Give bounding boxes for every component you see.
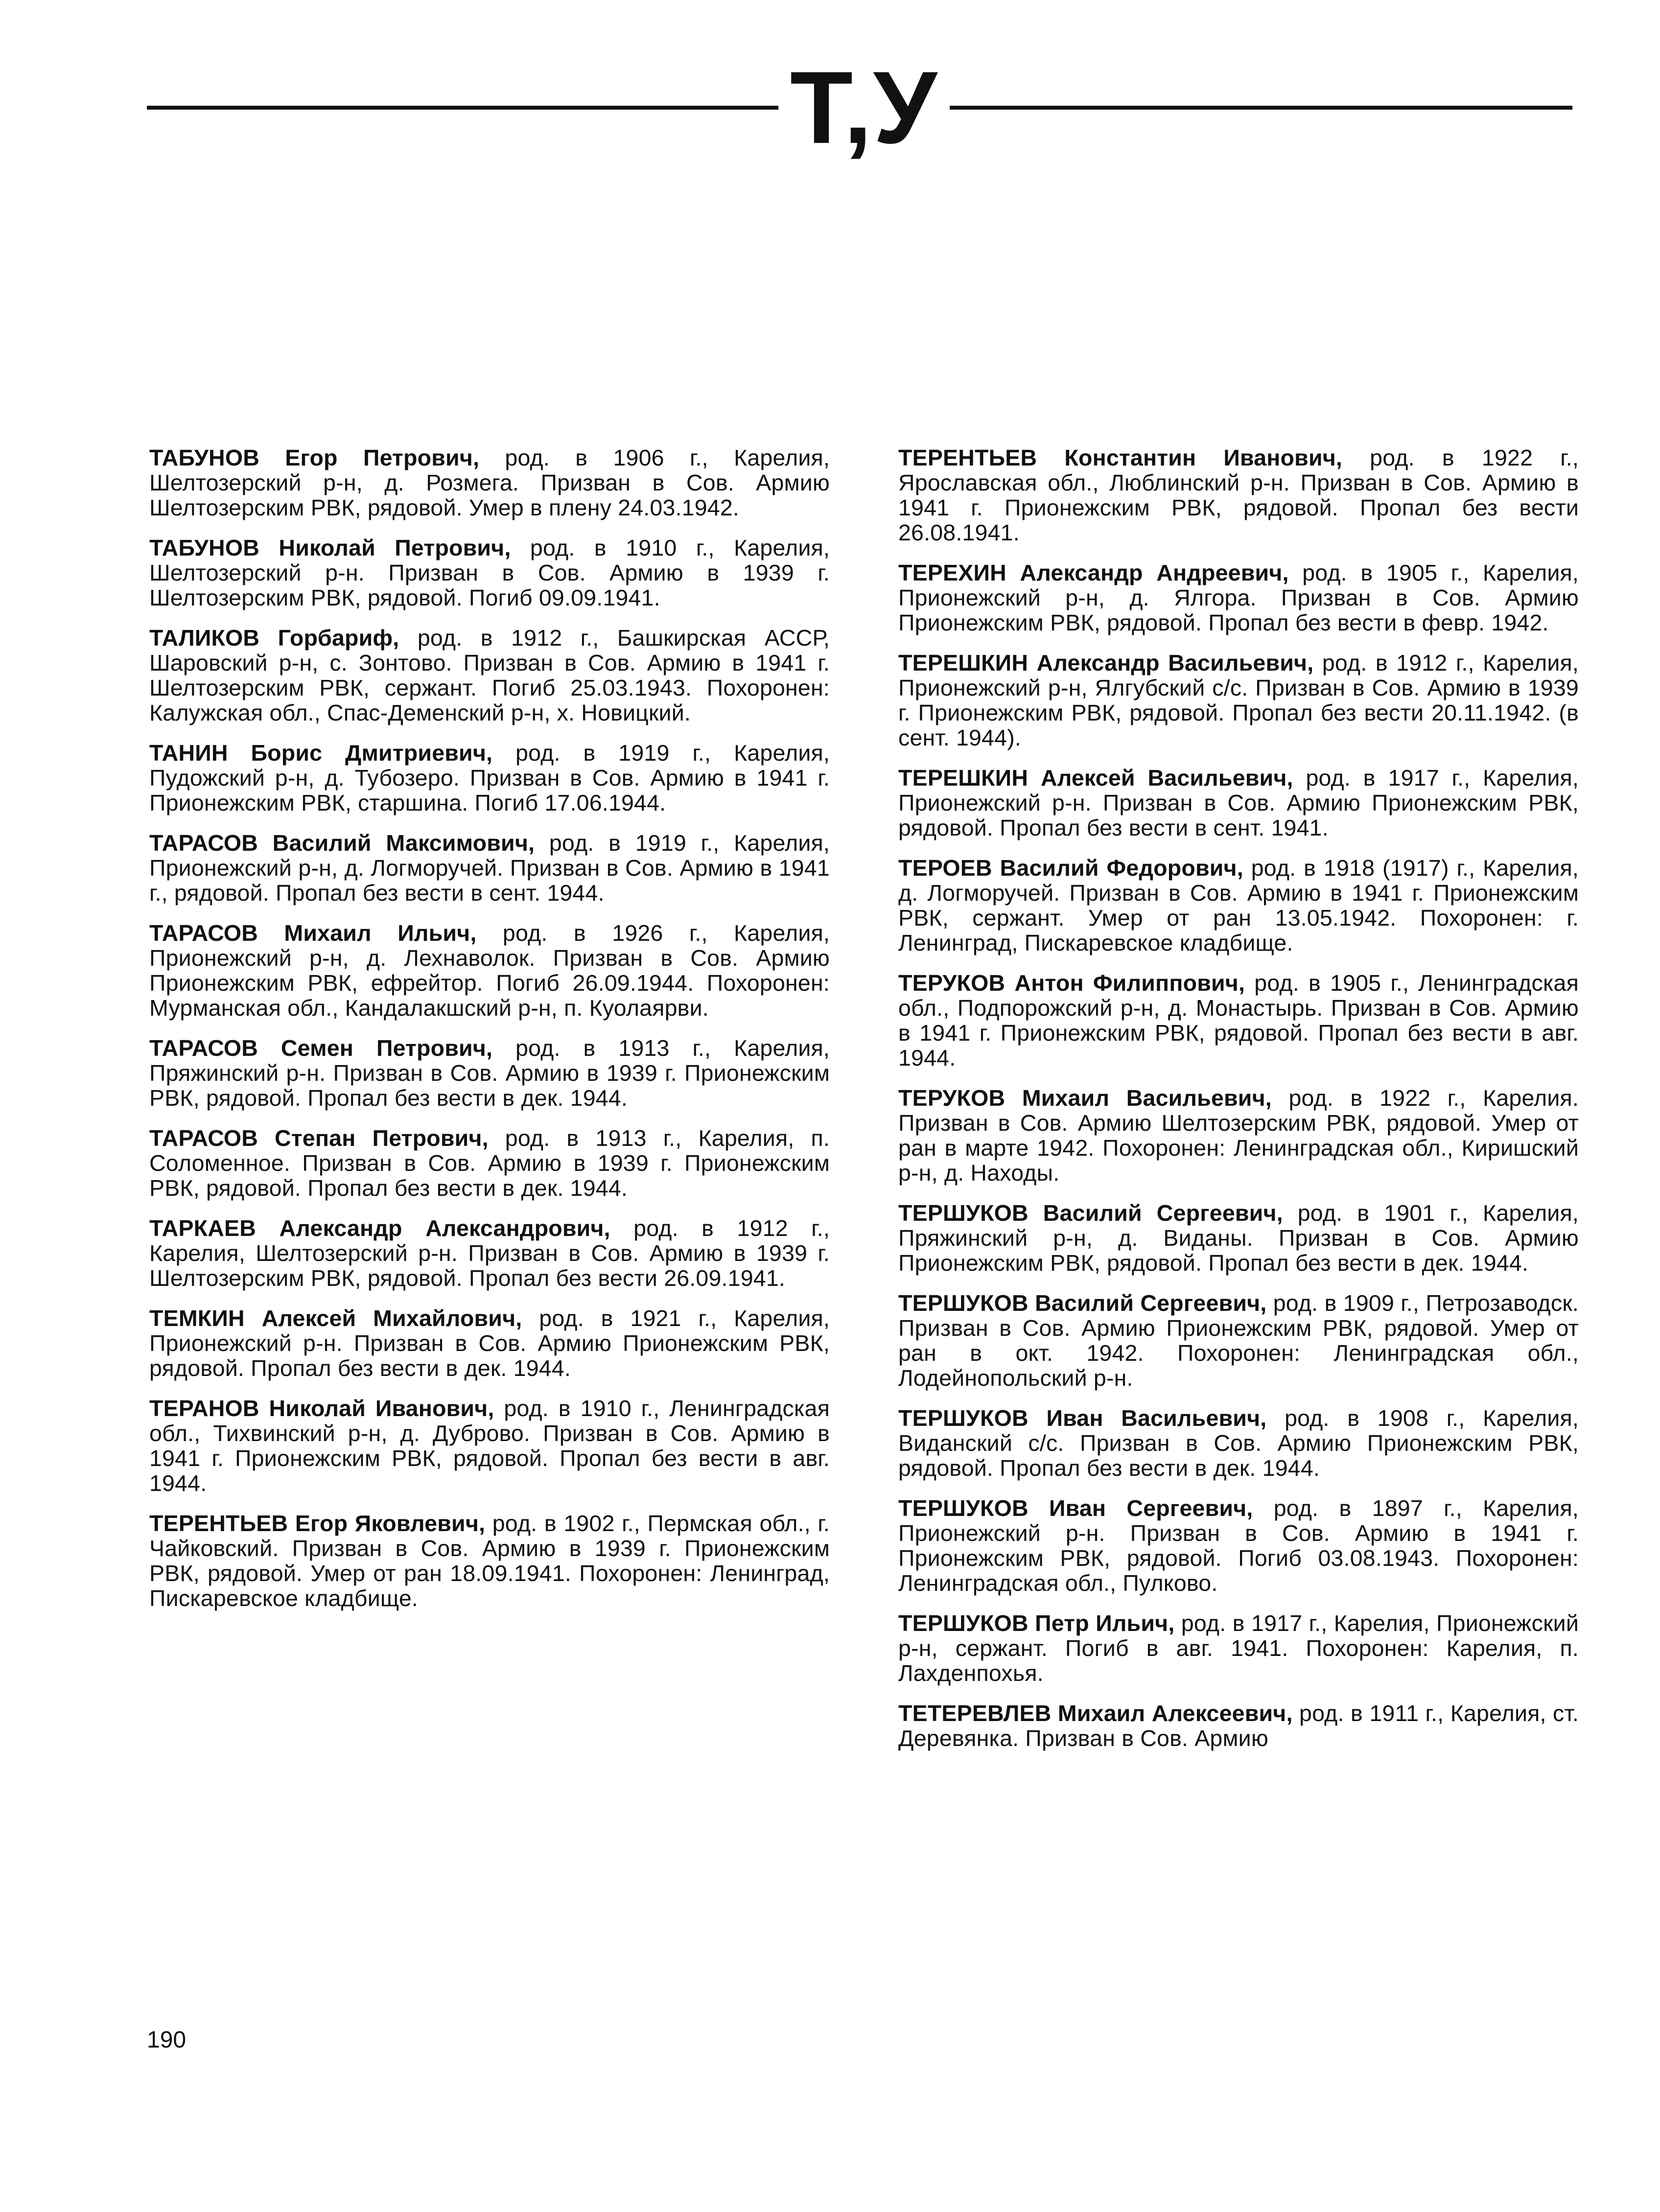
entry-name: ТЕРЕШКИН Александр Васильевич, xyxy=(898,650,1314,675)
entry-name: ТЕРШУКОВ Василий Сергеевич, xyxy=(898,1200,1283,1226)
entry-name: ТАРКАЕВ Александр Александрович, xyxy=(149,1215,610,1241)
entry xyxy=(898,1611,1579,1686)
entry-name: ТЕРЕНТЬЕВ Егор Яковлевич, xyxy=(149,1511,486,1536)
entry-text: род. в 1919 г., Карелия, Прионежский р-н, д. Логморучей. Призван в Сов. Армию в 1941 г., рядовой. Пропал без вести в сент. 1944. xyxy=(149,830,830,906)
entry xyxy=(149,1216,830,1291)
entry-name: ТЕРОЕВ Василий Федорович, xyxy=(898,855,1243,881)
entry xyxy=(898,766,1579,840)
section-letters: Т,У xyxy=(790,50,938,165)
entry-text: род. в 1911 г., Карелия, ст. Деревянка. Призван в Сов. Армию xyxy=(898,1700,1579,1751)
entry-text: род. в 1906 г., Карелия, Шелтозерский р-н, д. Розмега. Призван в Сов. Армию Шелтозерским РВК, рядовой. Умер в плену 24.03.1942. xyxy=(149,445,830,520)
entry-text: род. в 1922 г., Карелия. Призван в Сов. Армию Шелтозерским РВК, рядовой. Умер от ран в марте 1942. Похоронен: Ленинградская обл., Киришский р-н, д. Находы. xyxy=(898,1085,1579,1186)
entry-text: род. в 1913 г., Карелия, Пряжинский р-н. Призван в Сов. Армию в 1939 г. Прионежским РВК, рядовой. Пропал без вести в дек. 1944. xyxy=(149,1035,830,1111)
entry-name: ТАРАСОВ Василий Максимович, xyxy=(149,830,535,856)
entry-text: род. в 1910 г., Ленинградская обл., Тихвинский р-н, д. Дуброво. Призван в Сов. Армию в 1941 г. Прионежским РВК, рядовой. Пропал без вести в авг. 1944. xyxy=(149,1396,830,1496)
entry-name: ТАРАСОВ Степан Петрович, xyxy=(149,1125,489,1151)
entry-text: род. в 1926 г., Карелия, Прионежский р-н, д. Лехнаволок. Призван в Сов. Армию Прионежским РВК, ефрейтор. Погиб 26.09.1944. Похоронен: Мурманская обл., Кандалакшский р-н, п. Куолаярви. xyxy=(149,920,830,1021)
entry xyxy=(898,1086,1579,1186)
entry xyxy=(898,1496,1579,1596)
entry xyxy=(149,445,830,520)
entry-text: род. в 1908 г., Карелия, Виданский с/с. Призван в Сов. Армию Прионежским РВК, рядовой. Пропал без вести в дек. 1944. xyxy=(898,1405,1579,1481)
entry xyxy=(898,856,1579,955)
entry-name: ТАНИН Борис Дмитриевич, xyxy=(149,740,493,766)
entry-name: ТЕРУКОВ Михаил Васильевич, xyxy=(898,1085,1272,1111)
entry xyxy=(149,831,830,906)
entry xyxy=(149,741,830,815)
entry-name: ТЕРШУКОВ Петр Ильич, xyxy=(898,1610,1175,1636)
entry-text: род. в 1912 г., Башкирская АССР, Шаровский р-н, с. Зонтово. Призван в Сов. Армию в 1941 г. Шелтозерским РВК, сержант. Погиб 25.03.1943. Похоронен: Калужская обл., Спас-Деменский р-н, х. Новицкий. xyxy=(149,625,830,725)
entry xyxy=(898,1291,1579,1391)
entry-name: ТАБУНОВ Егор Петрович, xyxy=(149,445,480,470)
entry-text: род. в 1921 г., Карелия, Прионежский р-н. Призван в Сов. Армию Прионежским РВК, рядовой. Пропал без вести в дек. 1944. xyxy=(149,1305,830,1381)
entry-text: род. в 1910 г., Карелия, Шелтозерский р-н. Призван в Сов. Армию в 1939 г. Шелтозерским РВК, рядовой. Погиб 09.09.1941. xyxy=(149,535,830,610)
entry-text: род. в 1909 г., Петрозаводск. Призван в Сов. Армию Прионежским РВК, рядовой. Умер от ран в окт. 1942. Похоронен: Ленинградская обл., Лодейнопольский р-н. xyxy=(898,1290,1579,1391)
entry-name: ТЕМКИН Алексей Михайлович, xyxy=(149,1305,522,1331)
entry xyxy=(898,445,1579,545)
entry-text: род. в 1922 г., Ярославская обл., Люблинский р-н. Призван в Сов. Армию в 1941 г. Прионежским РВК, рядовой. Пропал без вести 26.08.1941. xyxy=(898,445,1579,545)
entry-name: ТЕРЕНТЬЕВ Константин Иванович, xyxy=(898,445,1343,470)
entry xyxy=(149,536,830,610)
entry-text: род. в 1905 г., Ленинградская обл., Подпорожский р-н, д. Монастырь. Призван в Сов. Армию в 1941 г. Прионежским РВК, рядовой. Пропал без вести в авг. 1944. xyxy=(898,970,1579,1071)
entry-name: ТЕРУКОВ Антон Филиппович, xyxy=(898,970,1245,996)
entry-text: род. в 1912 г., Карелия, Шелтозерский р-н. Призван в Сов. Армию в 1939 г. Шелтозерским РВК, рядовой. Пропал без вести 26.09.1941. xyxy=(149,1215,830,1291)
entry xyxy=(149,921,830,1021)
entry xyxy=(898,560,1579,635)
entry xyxy=(898,651,1579,750)
entry-text: род. в 1902 г., Пермская обл., г. Чайковский. Призван в Сов. Армию в 1939 г. Прионежским РВК, рядовой. Умер от ран 18.09.1941. Похоронен: Ленинград, Пискаревское кладбище. xyxy=(149,1511,830,1611)
entry xyxy=(149,626,830,725)
entry-text: род. в 1897 г., Карелия, Прионежский р-н. Призван в Сов. Армию в 1941 г. Прионежским РВК, рядовой. Погиб 03.08.1943. Похоронен: Ленинградская обл., Пулково. xyxy=(898,1495,1579,1596)
entry xyxy=(149,1126,830,1201)
entry-name: ТАБУНОВ Николай Петрович, xyxy=(149,535,511,560)
header-rule-right xyxy=(950,106,1572,110)
entry-name: ТЕРЕШКИН Алексей Васильевич, xyxy=(898,765,1293,791)
page-number: 190 xyxy=(147,2027,187,2053)
entry-name: ТАРАСОВ Семен Петрович, xyxy=(149,1035,493,1061)
entry-name: ТЕРЕХИН Александр Андреевич, xyxy=(898,560,1289,585)
entry-text: род. в 1918 (1917) г., Карелия, д. Логморучей. Призван в Сов. Армию в 1941 г. Прионежским РВК, сержант. Умер от ран 13.05.1942. Похоронен: г. Ленинград, Пискаревское кладбище. xyxy=(898,855,1579,955)
entry xyxy=(898,1701,1579,1751)
entry-name: ТАРАСОВ Михаил Ильич, xyxy=(149,920,477,946)
entry xyxy=(898,1201,1579,1276)
entry-text: род. в 1917 г., Карелия, Прионежский р-н, сержант. Погиб в авг. 1941. Похоронен: Карелия, п. Лахденпохья. xyxy=(898,1610,1579,1686)
entry-text: род. в 1917 г., Карелия, Прионежский р-н. Призван в Сов. Армию Прионежским РВК, рядовой. Пропал без вести в сент. 1941. xyxy=(898,765,1579,840)
entry-text: род. в 1912 г., Карелия, Прионежский р-н, Ялгубский с/с. Призван в Сов. Армию в 1939 г. Прионежским РВК, рядовой. Пропал без вести 20.11.1942. (в сент. 1944). xyxy=(898,650,1579,750)
entry-name: ТЕТЕРЕВЛЕВ Михаил Алексеевич, xyxy=(898,1700,1293,1726)
entry xyxy=(149,1396,830,1496)
entry-name: ТЕРШУКОВ Иван Сергеевич, xyxy=(898,1495,1253,1521)
left-column xyxy=(149,445,830,1626)
entry xyxy=(149,1306,830,1381)
section-header xyxy=(147,50,1572,165)
entry-text: род. в 1913 г., Карелия, п. Соломенное. Призван в Сов. Армию в 1939 г. Прионежским РВК, рядовой. Пропал без вести в дек. 1944. xyxy=(149,1125,830,1201)
entry-text: род. в 1905 г., Карелия, Прионежский р-н, д. Ялгора. Призван в Сов. Армию Прионежским РВК, рядовой. Пропал без вести в февр. 1942. xyxy=(898,560,1579,635)
entry-name: ТАЛИКОВ Горбариф, xyxy=(149,625,399,651)
right-column xyxy=(898,445,1579,1766)
entry xyxy=(898,1406,1579,1481)
entry-text: род. в 1919 г., Карелия, Пудожский р-н, д. Тубозеро. Призван в Сов. Армию в 1941 г. Прионежским РВК, старшина. Погиб 17.06.1944. xyxy=(149,740,830,815)
header-rule-left xyxy=(147,106,778,110)
entry xyxy=(149,1511,830,1611)
entry xyxy=(898,971,1579,1071)
entry-text: род. в 1901 г., Карелия, Пряжинский р-н, д. Виданы. Призван в Сов. Армию Прионежским РВК, рядовой. Пропал без вести в дек. 1944. xyxy=(898,1200,1579,1276)
entry xyxy=(149,1036,830,1111)
entry-name: ТЕРШУКОВ Василий Сергеевич, xyxy=(898,1290,1267,1316)
entry-name: ТЕРШУКОВ Иван Васильевич, xyxy=(898,1405,1267,1431)
entry-name: ТЕРАНОВ Николай Иванович, xyxy=(149,1396,494,1421)
